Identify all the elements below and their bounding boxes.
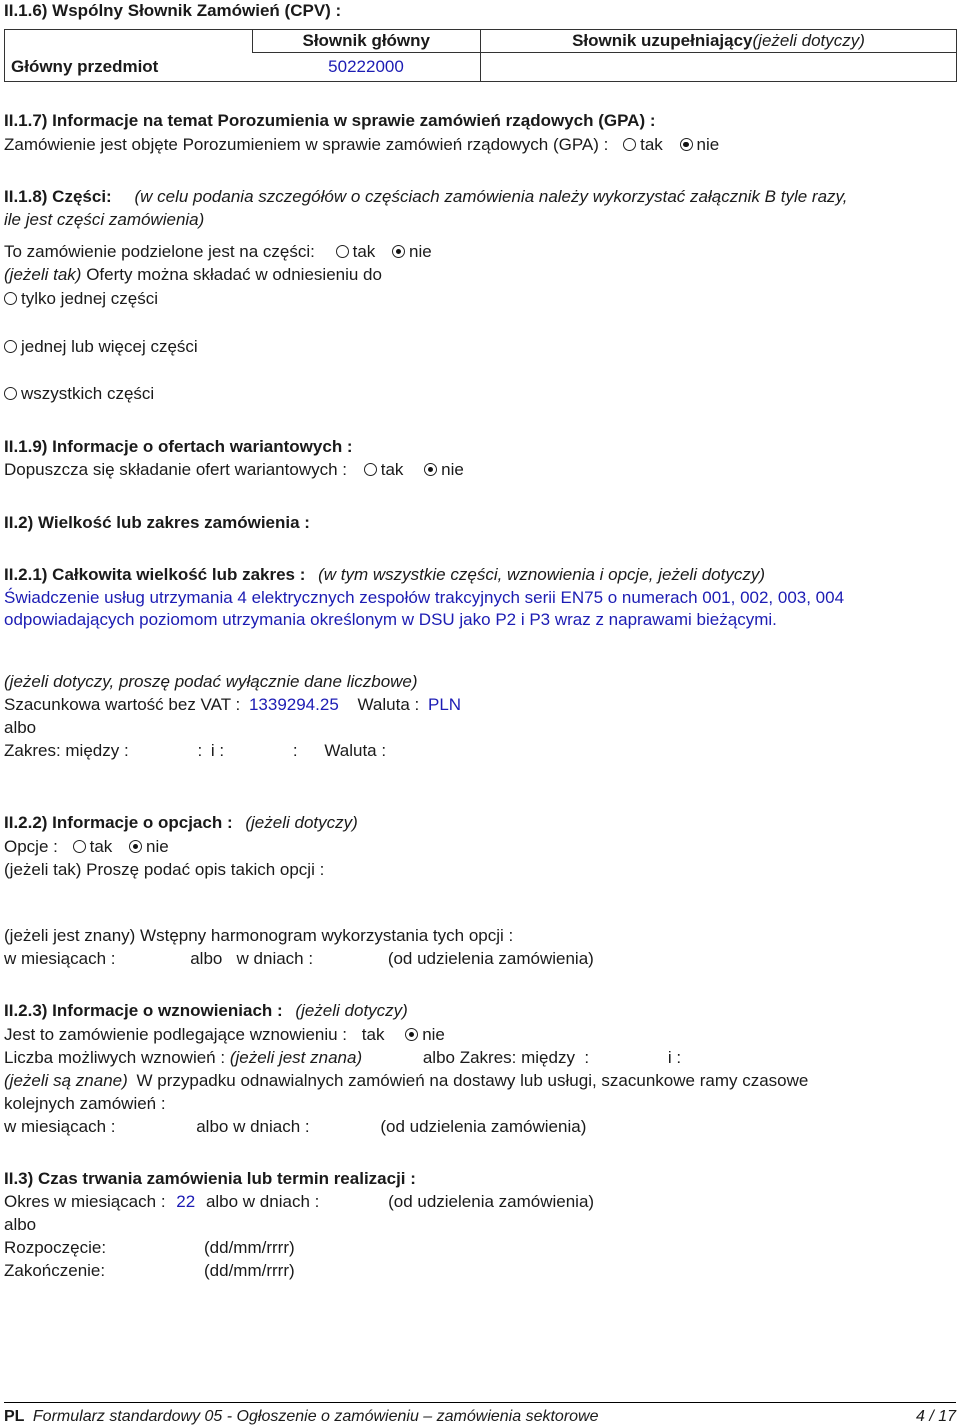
duration-albo: albo [4,1215,37,1234]
scope-range-row [4,740,386,762]
duration-start-label: Rozpoczęcie: [4,1238,107,1257]
parts-radio-no[interactable] [392,245,405,258]
options-question: Opcje : [4,837,58,856]
scope-total-note: (w tym wszystkie części, wznowienia i opcje, jeżeli dotyczy) [318,565,765,584]
duration-start-fmt: (dd/mm/rrrr) [204,1238,295,1257]
renewals-question-row [4,1024,445,1046]
options-heading-note: (jeżeli dotyczy) [245,813,358,832]
parts-radio-one[interactable] [4,292,17,305]
parts-opt-all: wszystkich części [21,384,155,403]
options-months-row [4,948,594,970]
parts-opt-many-row [2,336,198,358]
options-describe: (jeżeli tak) Proszę podać opis takich opcji : [4,860,325,879]
renewals-heading-note: (jeżeli dotyczy) [295,1001,408,1020]
gpa-yes-label: tak [640,135,663,154]
scope-albo: albo [4,718,37,737]
gpa-radio-no[interactable] [680,138,693,151]
cpv-blank-cell [5,30,253,53]
options-question-row [4,836,169,858]
renewals-count-note: (jeżeli jest znana) [229,1048,363,1067]
variants-no-label: nie [441,460,464,479]
renewals-count-label: Liczba możliwych wznowień : [4,1048,226,1067]
parts-heading: II.1.8) Części: [4,187,112,206]
parts-note-2: ile jest części zamówienia) [4,210,205,229]
scope-total-row [4,564,765,586]
parts-radio-many[interactable] [4,340,17,353]
renewals-heading: II.2.3) Informacje o wznowieniach : [4,1001,283,1020]
duration-months-row [4,1191,594,1213]
parts-if-yes: (jeżeli tak) [4,265,82,284]
options-radio-yes[interactable] [73,840,86,853]
renewals-radio-no[interactable] [405,1028,418,1041]
options-heading-row [4,812,358,834]
duration-start-row [4,1237,295,1259]
scope-range-currency: Waluta : [324,741,387,760]
duration-months-value: 22 [176,1192,196,1211]
cpv-heading: II.1.6) Wspólny Słownik Zamówień (CPV) : [4,1,342,20]
parts-opt-one-row [2,288,158,310]
scope-est-label: Szacunkowa wartość bez VAT : [4,695,241,714]
gpa-radio-yes[interactable] [623,138,636,151]
renewals-frames-1: W przypadku odnawialnych zamówień na dostawy lub usługi, szacunkowe ramy czasowe [136,1071,809,1090]
options-yes-label: tak [89,837,113,856]
footer-lang: PL [4,1408,25,1425]
duration-from-award: (od udzielenia zamówienia) [388,1192,595,1211]
options-schedule: (jeżeli jest znany) Wstępny harmonogram wykorzystania tych opcji : [4,926,514,945]
cpv-col-main: Słownik główny [252,30,480,53]
scope-heading: II.2) Wielkość lub zakres zamówienia : [4,513,310,532]
options-albo-days: albo w dniach : [190,949,314,968]
renewals-count-and: i : [667,1048,682,1067]
renewals-yes-label: tak [361,1025,385,1044]
cpv-col-supp-label: Słownik uzupełniający [572,31,753,50]
gpa-question-row [4,134,719,156]
duration-months-label: Okres w miesiącach : [4,1192,166,1211]
options-no-label: nie [146,837,169,856]
variants-question-row [4,459,464,481]
scope-currency-label: Waluta : [357,695,420,714]
parts-radio-all[interactable] [4,387,17,400]
parts-offers: Oferty można składać w odniesieniu do [86,265,382,284]
scope-desc-1: Świadczenie usług utrzymania 4 elektrycznych zespołów trakcyjnych serii EN75 o numerach 001, 002, 003, 004 [4,588,845,607]
renewals-no-label: nie [422,1025,445,1044]
scope-est-value: 1339294.25 [248,695,339,714]
renewals-frames-row [4,1070,808,1092]
renewals-from-award: (od udzielenia zamówienia) [380,1117,587,1136]
footer-form: Formularz standardowy 05 - Ogłoszenie o zamówieniu – zamówienia sektorowe [32,1408,599,1425]
variants-yes-label: tak [380,460,404,479]
scope-range-and: i : [210,741,225,760]
parts-no-label: nie [409,242,432,261]
parts-note-1: (w celu podania szczegółów o częściach zamówienia należy wykorzystać załącznik B tyle razy, [134,187,848,206]
variants-question: Dopuszcza się składanie ofert wariantowych : [4,460,347,479]
gpa-no-label: nie [696,135,720,154]
variants-radio-no[interactable] [424,463,437,476]
cpv-table [4,29,957,82]
scope-total-heading: II.2.1) Całkowita wielkość lub zakres : [4,565,306,584]
scope-range-sep2: : [292,741,298,760]
parts-heading-row [4,186,848,208]
cpv-row-label: Główny przedmiot [5,53,253,82]
duration-end-fmt: (dd/mm/rrrr) [204,1261,295,1280]
parts-offers-row [4,264,382,286]
duration-heading: II.3) Czas trwania zamówienia lub termin realizacji : [4,1169,416,1188]
renewals-if-known: (jeżeli są znane) [4,1071,128,1090]
renewals-frames-2: kolejnych zamówień : [4,1094,166,1113]
duration-end-label: Zakończenie: [4,1261,106,1280]
options-radio-no[interactable] [129,840,142,853]
gpa-heading: II.1.7) Informacje na temat Porozumienia w sprawie zamówień rządowych (GPA) : [4,111,656,130]
renewals-albo-days: albo w dniach : [196,1117,310,1136]
scope-range-label: Zakres: między : [4,741,129,760]
options-from-award: (od udzielenia zamówienia) [387,949,594,968]
renewals-months-row [4,1116,586,1138]
cpv-supp-code [480,53,956,82]
scope-currency-value: PLN [427,695,462,714]
duration-end-row [4,1260,295,1282]
scope-range-sep1: : [197,741,203,760]
scope-numeric-note: (jeżeli dotyczy, proszę podać wyłącznie dane liczbowe) [4,672,418,691]
variants-heading: II.1.9) Informacje o ofertach wariantowych : [4,437,353,456]
cpv-col-supp-note: (jeżeli dotyczy) [752,31,865,50]
footer-left [4,1406,599,1428]
gpa-question: Zamówienie jest objęte Porozumieniem w sprawie zamówień rządowych (GPA) : [4,135,609,154]
footer-rule [4,1402,956,1403]
parts-opt-one: tylko jednej części [21,289,159,308]
renewals-count-row [4,1047,681,1069]
options-heading: II.2.2) Informacje o opcjach : [4,813,233,832]
scope-estimate-row [4,694,461,716]
renewals-months: w miesiącach : [4,1117,116,1136]
parts-question-row [4,241,432,263]
parts-yes-label: tak [352,242,376,261]
parts-radio-yes[interactable] [336,245,349,258]
renewals-question: Jest to zamówienie podlegające wznowieniu : [4,1025,348,1044]
renewals-heading-row [4,1000,408,1022]
duration-albo-days: albo w dniach : [205,1192,320,1211]
scope-desc-2: odpowiadających poziomom utrzymania określonym w DSU jako P2 i P3 wraz z naprawami bieżącymi. [4,610,777,629]
cpv-col-supp [480,30,956,53]
parts-opt-all-row [2,383,154,405]
parts-question: To zamówienie podzielone jest na części: [4,242,315,261]
cpv-main-code: 50222000 [252,53,480,82]
options-months: w miesiącach : [4,949,116,968]
variants-radio-yes[interactable] [364,463,377,476]
footer-page: 4 / 17 [915,1408,956,1425]
parts-opt-many: jednej lub więcej części [21,337,198,356]
renewals-count-range: albo Zakres: między : [422,1048,590,1067]
